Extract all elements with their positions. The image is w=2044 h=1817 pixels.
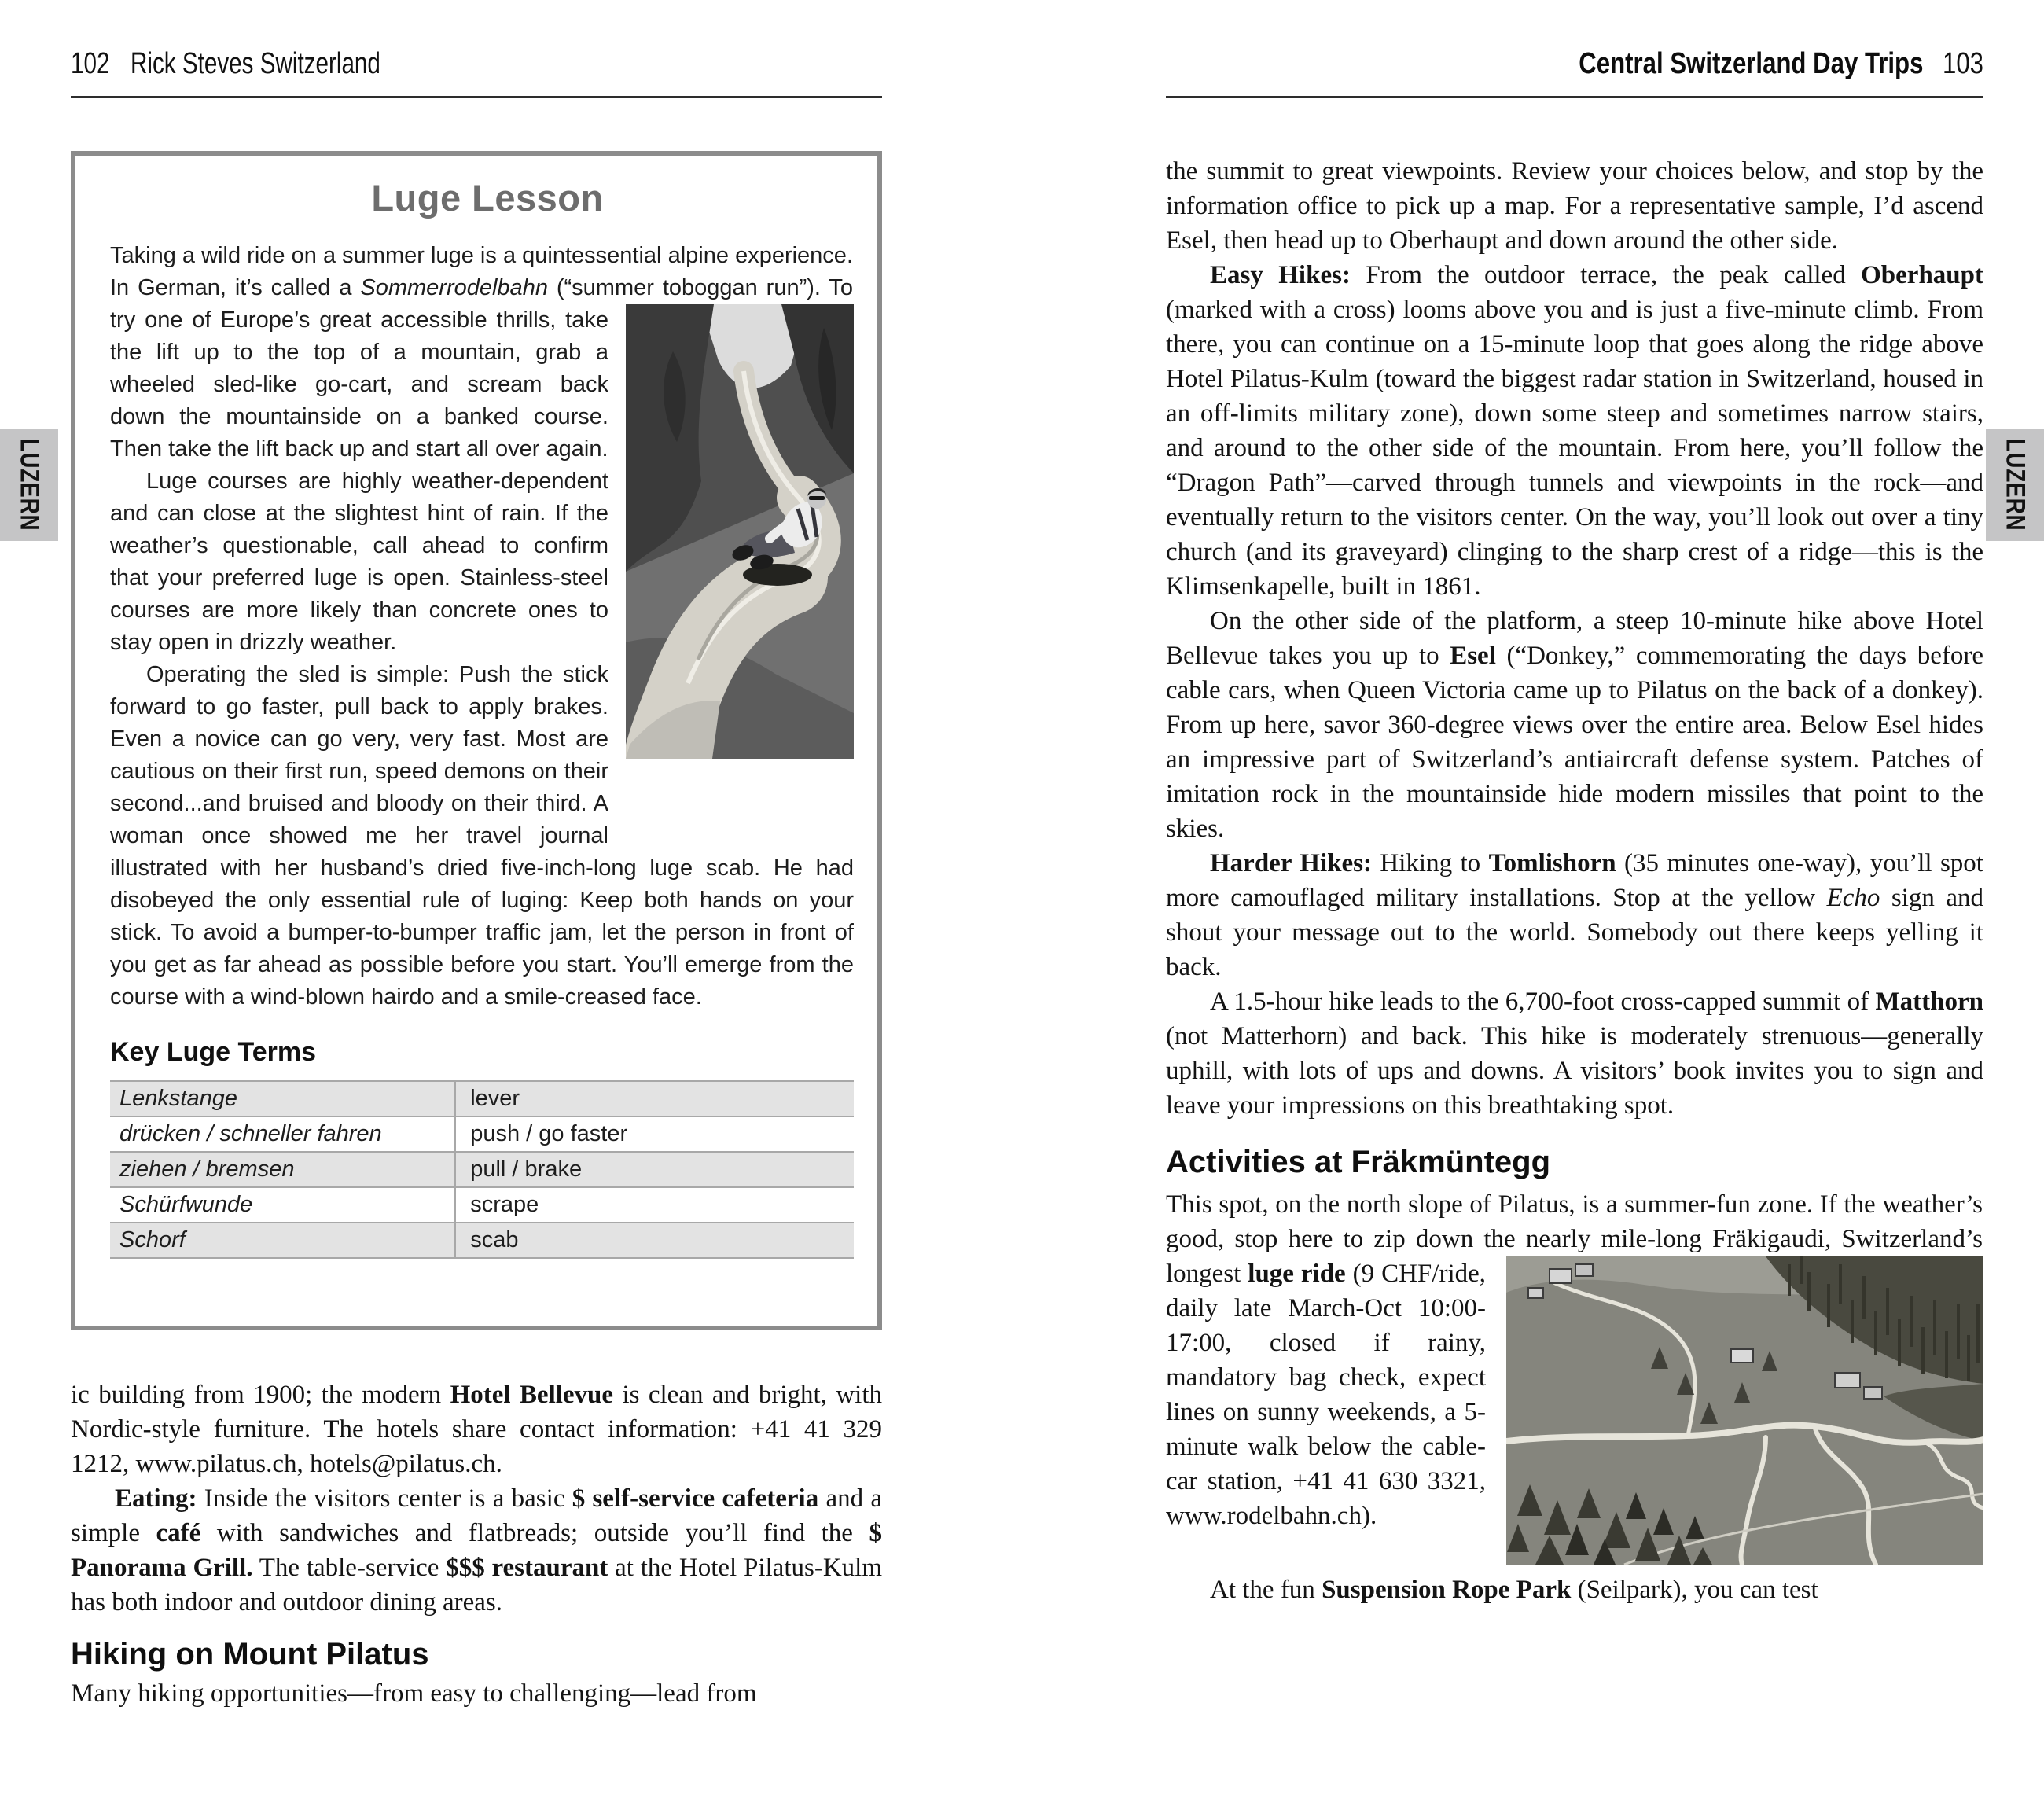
right-page-number: 103 bbox=[1943, 47, 1983, 80]
body-paragraph: On the other side of the platform, a steep 10-minute hike above Hotel Bellevue takes you up to Esel (“Donkey,” commemorating the days before cable cars, when Queen Victoria came up to Pilatus on the back of a donkey). From up here, savor 360-degree views over the entire area. Below Esel hides an impressive part of Switzerland’s antiaircraft defense system. Patches of imitation rock in the mountainside hide modern missiles that point to the skies. bbox=[1166, 607, 1983, 843]
hiking-on-mount-pilatus-heading: Hiking on Mount Pilatus bbox=[71, 1637, 429, 1672]
luge-photo-illustration bbox=[626, 304, 854, 759]
right-header-rule bbox=[1166, 96, 1983, 98]
term-german: Schürfwunde bbox=[119, 1192, 253, 1217]
luge-photo bbox=[626, 304, 854, 759]
right-running-header bbox=[1313, 47, 1983, 80]
body-paragraph: At the fun Suspension Rope Park (Seilpark), you can test bbox=[1210, 1576, 1818, 1604]
table-row bbox=[110, 1223, 854, 1259]
table-row bbox=[110, 1188, 854, 1223]
photo-offset-spacer bbox=[853, 240, 854, 304]
left-page-body bbox=[71, 1377, 882, 1711]
aerial-photo-illustration bbox=[1506, 1256, 1983, 1565]
right-page-body bbox=[1166, 154, 1983, 1607]
body-paragraph: ic building from 1900; the modern Hotel Bellevue is clean and bright, with Nordic-style furniture. The hotels share contact information: +41 41 329 1212, www.pilatus.ch, hotels@pilatus.ch. bbox=[71, 1381, 882, 1478]
body-paragraph: A 1.5-hour hike leads to the 6,700-foot cross-capped summit of Matthorn (not Matterhorn) and back. This hike is moderately strenuous—generally uphill, with lots of ups and downs. A visitors’ book invites you to sign and leave your impressions on this breathtaking spot. bbox=[1166, 988, 1983, 1120]
right-tab-label: LUZERN bbox=[2000, 438, 2031, 531]
left-margin-tab-luzern bbox=[0, 429, 58, 541]
activities-at-frakmuntegg-heading: Activities at Fräkmüntegg bbox=[1166, 1145, 1551, 1179]
body-paragraph: the summit to great viewpoints. Review your choices below, and stop by the information office to pick up a map. For a representative sample, I’d ascend Esel, then head up to Oberhaupt and down around the other side. bbox=[1166, 157, 1983, 255]
left-page-number: 102 bbox=[71, 47, 110, 80]
right-margin-tab-luzern bbox=[1986, 429, 2044, 541]
term-english: scab bbox=[454, 1223, 854, 1257]
left-tab-label: LUZERN bbox=[14, 438, 45, 531]
table-row bbox=[110, 1153, 854, 1188]
key-luge-terms-heading: Key Luge Terms bbox=[110, 1037, 317, 1067]
left-header-title: Rick Steves Switzerland bbox=[130, 47, 380, 80]
term-german: drücken / schneller fahren bbox=[119, 1121, 382, 1146]
term-english: scrape bbox=[454, 1188, 854, 1222]
term-english: pull / brake bbox=[454, 1153, 854, 1186]
table-row bbox=[110, 1082, 854, 1117]
left-running-header bbox=[71, 47, 380, 80]
luge-lesson-text bbox=[110, 240, 865, 1013]
luge-lesson-sidebar-box bbox=[71, 151, 882, 1330]
body-paragraph: Harder Hikes: Hiking to Tomlishorn (35 minutes one-way), you’ll spot more camouflaged military installations. Stop at the yellow Echo sign and shout your message out to the world. Somebody out there keeps yelling it back. bbox=[1166, 849, 1983, 981]
table-row bbox=[110, 1117, 854, 1153]
luge-lesson-title: Luge Lesson bbox=[371, 177, 604, 219]
term-english: push / go faster bbox=[454, 1117, 854, 1151]
body-paragraph: Many hiking opportunities—from easy to challenging—lead from bbox=[71, 1679, 757, 1708]
luge-terms-table bbox=[110, 1080, 854, 1259]
frakmuntegg-aerial-photo bbox=[1506, 1256, 1983, 1565]
right-header-title: Central Switzerland Day Trips bbox=[1579, 47, 1924, 80]
term-german: Lenkstange bbox=[119, 1086, 237, 1111]
body-paragraph: This spot, on the north slope of Pilatus, is a summer-fun zone. If the weather’s good, stop here to zip down the nearly mile-long Fräkigaudi, Switzerland’s longest luge ride (9 CHF/ride, daily late March-Oct 10:00-17:00, closed if rainy, mandatory bag check, expect lines on sunny weekends, a 5-minute walk below the cable-car station, +41 41 630 3321, www.rodelbahn.ch). bbox=[1166, 1187, 1983, 1533]
term-german: ziehen / bremsen bbox=[119, 1157, 295, 1182]
term-german: Schorf bbox=[119, 1227, 186, 1252]
body-paragraph: Eating: Inside the visitors center is a basic $ self-service cafeteria and a simple café with sandwiches and flatbreads; outside you’ll find the $ Panorama Grill. The table-service $$$ restaurant at the Hotel Pilatus-Kulm has both indoor and outdoor dining areas. bbox=[71, 1484, 882, 1617]
luge-paragraph-1: Taking a wild ride on a summer luge is a quintessential alpine experience. In German, it’s called a Sommerrodelbahn (“summer toboggan run”). To try one of Europe’s great accessible thrills, take the lift up to the top of a mountain, grab a wheeled sled-like go-cart, and scream back down the mountainside on a banked course. Then take the lift back up and start all over again. bbox=[110, 240, 854, 465]
left-header-rule bbox=[71, 96, 882, 98]
body-paragraph: Easy Hikes: From the outdoor terrace, the peak called Oberhaupt (marked with a cross) looms above you and is just a five-minute climb. From there, you can continue on a 15-minute loop that goes along the ridge above Hotel Pilatus-Kulm (toward the biggest radar station in Switzerland, housed in an off-limits military zone), down some steep and sometimes narrow stairs, and around to the other side of the mountain. From here, you’ll follow the “Dragon Path”—carved through tunnels and viewpoints in the rock—and eventually return to the visitors center. On the way, you’ll look out over a tiny church (and its graveyard) clinging to the sharp crest of a ridge—this is the Klimsenkapelle, built in 1861. bbox=[1166, 261, 1983, 601]
term-english: lever bbox=[454, 1082, 854, 1116]
luge-paragraph-2: Luge courses are highly weather-dependent and can close at the slightest hint of rain. If the weather’s questionable, call ahead to confirm that your preferred luge is open. Stainless-steel courses are more likely than concrete ones to stay open in drizzly weather. bbox=[110, 469, 608, 655]
luge-paragraph-3: Operating the sled is simple: Push the stick forward to go faster, pull back to apply brakes. Even a novice can go very, very fast. Most are cautious on their first run, speed demons on their second...and bruised and bloody on their third. A woman once showed me her travel journal illustrated with her husband’s dried five-inch-long luge scab. He had disobeyed the only essential rule of luging: Keep both hands on your stick. To avoid a bumper-to-bumper traffic jam, let the person in front of you get as far ahead as possible before you start. You’ll emerge from the course with a wind-blown hairdo and a smile-creased face. bbox=[110, 662, 854, 1010]
